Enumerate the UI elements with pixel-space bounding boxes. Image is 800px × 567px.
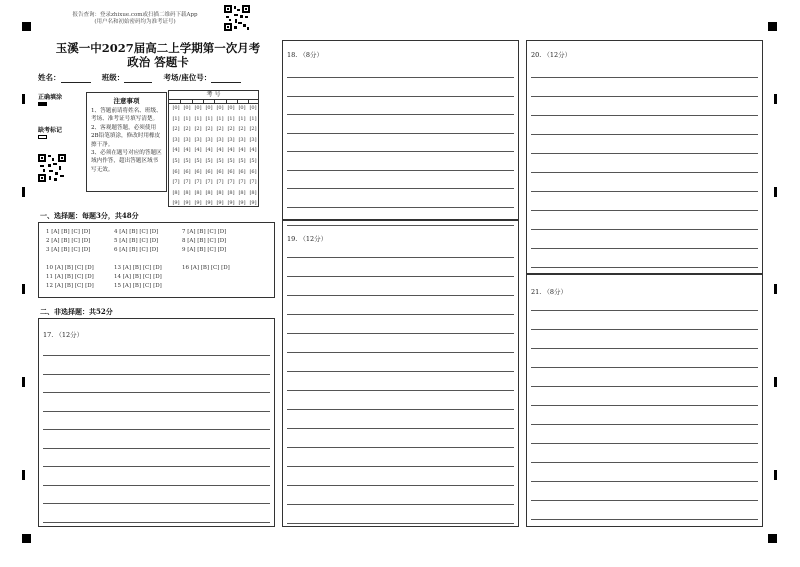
writing-line (531, 77, 758, 78)
exam-number-bubble[interactable]: [1] (216, 115, 224, 122)
corner-mark-br (768, 534, 777, 543)
mcq-question-row[interactable]: 10 [A] [B] [C] [D] (46, 265, 94, 271)
exam-number-bubble[interactable]: [4] (238, 147, 246, 154)
exam-number-bubble[interactable]: [4] (183, 147, 191, 154)
mcq-question-row[interactable]: 2 [A] [B] [C] [D] (46, 238, 91, 244)
exam-number-bubble[interactable]: [7] (183, 179, 191, 186)
exam-number-bubble[interactable]: [5] (238, 157, 246, 164)
question-label-17: 17. （12分） (43, 331, 84, 339)
exam-number-bubble[interactable]: [0] (238, 105, 246, 111)
corner-mark-tl (22, 22, 31, 31)
exam-number-bubble[interactable]: [3] (172, 136, 180, 143)
exam-number-bubble[interactable]: [1] (183, 115, 191, 122)
exam-number-column (215, 103, 225, 209)
exam-number-bubble[interactable]: [5] (227, 157, 235, 164)
timing-mark (774, 187, 777, 197)
exam-number-bubble[interactable]: [1] (249, 115, 257, 122)
writing-line (531, 310, 758, 311)
exam-number-bubble[interactable]: [3] (183, 136, 191, 143)
exam-number-bubble[interactable]: [4] (205, 147, 213, 154)
question-label-21: 21. （8分） (531, 288, 568, 296)
mcq-question-row[interactable]: 5 [A] [B] [C] [D] (114, 238, 159, 244)
exam-number-bubble[interactable]: [7] (194, 179, 202, 186)
writing-line (287, 188, 514, 189)
class-label: 班级： (101, 73, 125, 82)
writing-line (531, 481, 758, 482)
exam-number-bubble[interactable]: [1] (227, 115, 235, 122)
instructions-heading: 注意事项 (113, 97, 140, 105)
writing-line (531, 134, 758, 135)
mcq-question-row[interactable]: 14 [A] [B] [C] [D] (114, 274, 162, 280)
writing-line (287, 276, 514, 277)
room-seat-field[interactable] (211, 73, 241, 83)
writing-line (287, 523, 514, 524)
writing-line (531, 405, 758, 406)
exam-number-bubble[interactable]: [0] (227, 105, 235, 111)
writing-line (43, 448, 270, 449)
exam-number-bubble[interactable]: [2] (249, 126, 257, 133)
question-label-20: 20. （12分） (531, 51, 572, 59)
exam-number-bubble[interactable]: [6] (205, 168, 213, 175)
exam-number-bubble[interactable]: [0] (172, 105, 180, 111)
class-field[interactable] (124, 73, 152, 83)
exam-number-bubble[interactable]: [4] (249, 147, 257, 154)
writing-line (287, 371, 514, 372)
writing-line (287, 151, 514, 152)
exam-number-bubble[interactable]: [1] (205, 115, 213, 122)
writing-line (287, 409, 514, 410)
exam-number-bubble[interactable]: [7] (172, 179, 180, 186)
writing-line (287, 314, 514, 315)
writing-line (287, 295, 514, 296)
exam-number-bubble[interactable]: [5] (249, 157, 257, 164)
exam-number-bubble[interactable]: [7] (205, 179, 213, 186)
writing-line (531, 519, 758, 520)
exam-number-column (193, 103, 203, 209)
instruction-item: 1、答题前请将姓名、班级、考场、准考证号填写清楚。 (91, 108, 162, 123)
exam-subtitle: 政治 答题卡 (127, 55, 189, 69)
writing-line (531, 115, 758, 116)
writing-line (531, 96, 758, 97)
exam-number-column (204, 103, 214, 209)
mcq-question-row[interactable]: 16 [A] [B] [C] [D] (182, 265, 230, 271)
exam-number-bubble[interactable]: [2] (205, 126, 213, 133)
writing-line (43, 411, 270, 412)
exam-number-bubble[interactable]: [5] (205, 157, 213, 164)
writing-line (531, 367, 758, 368)
writing-line (287, 447, 514, 448)
exam-number-bubble[interactable]: [8] (172, 189, 180, 196)
exam-number-bubble[interactable]: [1] (238, 115, 246, 122)
writing-line (531, 267, 758, 268)
writing-line (287, 114, 514, 115)
exam-number-label: 考 号 (169, 91, 258, 100)
exam-number-bubble[interactable]: [0] (183, 105, 191, 111)
exam-number-bubble[interactable]: [3] (249, 136, 257, 143)
exam-number-column (226, 103, 236, 209)
timing-mark (22, 94, 25, 104)
writing-line (43, 503, 270, 504)
exam-number-bubble[interactable]: [4] (216, 147, 224, 154)
exam-number-bubble[interactable]: [6] (216, 168, 224, 175)
mcq-question-row[interactable]: 1 [A] [B] [C] [D] (46, 229, 91, 235)
exam-number-bubble[interactable]: [2] (227, 126, 235, 133)
writing-line (531, 329, 758, 330)
writing-line (43, 429, 270, 430)
mcq-question-row[interactable]: 9 [A] [B] [C] [D] (182, 247, 227, 253)
writing-line (43, 466, 270, 467)
exam-number-bubble[interactable]: [3] (194, 136, 202, 143)
writing-line (43, 522, 270, 523)
writing-line (43, 392, 270, 393)
writing-line (43, 485, 270, 486)
exam-number-bubble[interactable]: [4] (194, 147, 202, 154)
writing-line (287, 96, 514, 97)
writing-line (531, 386, 758, 387)
mcq-question-row[interactable]: 11 [A] [B] [C] [D] (46, 274, 94, 280)
exam-number-bubble[interactable]: [2] (238, 126, 246, 133)
exam-number-grid (168, 90, 259, 207)
exam-number-column (182, 103, 192, 209)
writing-line (531, 248, 758, 249)
exam-number-column (248, 103, 258, 209)
exam-number-bubble[interactable]: [5] (194, 157, 202, 164)
qr-code-top (224, 5, 250, 31)
writing-line (531, 153, 758, 154)
writing-line (531, 500, 758, 501)
timing-mark (774, 377, 777, 387)
writing-line (287, 390, 514, 391)
mcq-question-row[interactable]: 4 [A] [B] [C] [D] (114, 229, 159, 235)
writing-line (287, 352, 514, 353)
name-field[interactable] (61, 73, 91, 83)
exam-number-bubble[interactable]: [8] (227, 189, 235, 196)
exam-number-bubble[interactable]: [9] (216, 200, 224, 207)
writing-line (287, 466, 514, 467)
exam-number-bubble[interactable]: [9] (227, 200, 235, 207)
exam-number-bubble[interactable]: [9] (238, 200, 246, 207)
section2-title: 二、非选择题：共52分 (40, 307, 113, 316)
exam-number-bubble[interactable]: [2] (194, 126, 202, 133)
writing-line (531, 229, 758, 230)
exam-number-bubble[interactable]: [4] (227, 147, 235, 154)
instruction-item: 3、必须在题号对应的答题区域内作答，超出答题区域书写无效。 (91, 150, 162, 173)
exam-number-bubble[interactable]: [9] (194, 200, 202, 207)
writing-line (287, 428, 514, 429)
exam-number-bubble[interactable]: [0] (249, 105, 257, 111)
answer-box-q21[interactable] (526, 274, 763, 527)
mcq-question-row[interactable]: 3 [A] [B] [C] [D] (46, 247, 91, 253)
exam-number-bubble[interactable]: [8] (238, 189, 246, 196)
writing-line (287, 485, 514, 486)
exam-number-bubble[interactable]: [9] (249, 200, 257, 207)
question-label-18: 18. （8分） (287, 51, 324, 59)
room-seat-label: 考场/座位号： (163, 73, 212, 82)
exam-number-bubble[interactable]: [2] (216, 126, 224, 133)
exam-number-bubble[interactable]: [0] (205, 105, 213, 111)
writing-line (531, 191, 758, 192)
question-label-19: 19. （12分） (287, 235, 328, 243)
timing-mark (22, 377, 25, 387)
corner-mark-bl (22, 534, 31, 543)
section1-title: 一、选择题：每题3分，共48分 (40, 211, 139, 220)
writing-line (287, 133, 514, 134)
exam-number-bubble[interactable]: [3] (216, 136, 224, 143)
exam-number-bubble[interactable]: [7] (249, 179, 257, 186)
exam-number-bubble[interactable]: [3] (227, 136, 235, 143)
exam-number-column (237, 103, 247, 209)
mcq-question-row[interactable]: 12 [A] [B] [C] [D] (46, 283, 94, 289)
writing-line (287, 333, 514, 334)
writing-line (531, 424, 758, 425)
missing-exam-label: 缺考标记 (38, 127, 63, 134)
timing-mark (22, 284, 25, 294)
writing-line (531, 348, 758, 349)
exam-number-bubble[interactable]: [7] (238, 179, 246, 186)
exam-number-bubble[interactable]: [0] (216, 105, 224, 111)
writing-line (531, 172, 758, 173)
writing-line (287, 77, 514, 78)
corner-mark-tr (768, 22, 777, 31)
writing-line (531, 462, 758, 463)
exam-number-bubble[interactable]: [9] (205, 200, 213, 207)
writing-line (531, 443, 758, 444)
exam-number-bubble[interactable]: [9] (183, 200, 191, 207)
timing-mark (22, 470, 25, 480)
exam-number-bubble[interactable]: [9] (172, 200, 180, 207)
exam-number-bubble[interactable]: [2] (183, 126, 191, 133)
top-notice-line2: (用户名和初始密码均为准考证号) (94, 19, 176, 25)
mcq-question-row[interactable]: 15 [A] [B] [C] [D] (114, 283, 162, 289)
answer-box-q18[interactable] (282, 40, 519, 220)
student-info-row (38, 72, 241, 83)
writing-line (287, 207, 514, 208)
writing-line (287, 170, 514, 171)
instruction-item: 2、客观题答题，必须使用2B铅笔填涂，修改时用橡皮擦干净。 (91, 124, 161, 148)
exam-number-bubble[interactable]: [8] (249, 189, 257, 196)
writing-line (287, 257, 514, 258)
instructions-list (91, 107, 163, 174)
exam-number-bubble[interactable]: [5] (183, 157, 191, 164)
answer-box-q17[interactable] (38, 318, 275, 527)
timing-mark (774, 94, 777, 104)
exam-number-bubble[interactable]: [6] (172, 168, 180, 175)
exam-number-bubble[interactable]: [6] (227, 168, 235, 175)
exam-number-column (171, 103, 181, 209)
exam-number-bubble[interactable]: [4] (172, 147, 180, 154)
exam-number-bubble[interactable]: [6] (183, 168, 191, 175)
timing-mark (22, 187, 25, 197)
timing-mark (774, 470, 777, 480)
exam-number-bubble[interactable]: [3] (205, 136, 213, 143)
answer-box-q19[interactable] (282, 220, 519, 527)
correct-fill-example (38, 102, 47, 106)
exam-number-bubble[interactable]: [0] (194, 105, 202, 111)
mcq-question-row[interactable]: 7 [A] [B] [C] [D] (182, 229, 227, 235)
exam-number-bubble[interactable]: [7] (227, 179, 235, 186)
exam-number-bubble[interactable]: [6] (238, 168, 246, 175)
exam-number-bubble[interactable]: [7] (216, 179, 224, 186)
mcq-question-row[interactable]: 13 [A] [B] [C] [D] (114, 265, 162, 271)
missing-exam-checkbox[interactable] (38, 135, 47, 139)
exam-number-bubble[interactable]: [8] (194, 189, 202, 196)
mcq-answer-box (38, 222, 275, 298)
exam-number-bubble[interactable]: [8] (183, 189, 191, 196)
exam-number-bubble[interactable]: [8] (205, 189, 213, 196)
exam-number-bubble[interactable]: [5] (172, 157, 180, 164)
exam-number-bubble[interactable]: [2] (172, 126, 180, 133)
writing-line (43, 355, 270, 356)
top-notice-line1: 报告查询：登录zhixue.com或扫描二维码下载App (72, 12, 198, 18)
exam-number-bubble[interactable]: [8] (216, 189, 224, 196)
timing-mark (774, 284, 777, 294)
writing-line (287, 504, 514, 505)
exam-number-bubble[interactable]: [5] (216, 157, 224, 164)
mcq-question-row[interactable]: 6 [A] [B] [C] [D] (114, 247, 159, 253)
mcq-question-row[interactable]: 8 [A] [B] [C] [D] (182, 238, 227, 244)
exam-number-bubble[interactable]: [6] (249, 168, 257, 175)
correct-fill-label: 正确填涂 (38, 94, 63, 101)
exam-number-bubble[interactable]: [6] (194, 168, 202, 175)
qr-code-student (38, 154, 66, 182)
writing-line (531, 210, 758, 211)
top-notice (60, 12, 210, 26)
name-label: 姓名： (38, 73, 61, 82)
answer-box-q20[interactable] (526, 40, 763, 274)
writing-line (43, 374, 270, 375)
exam-number-bubble[interactable]: [1] (172, 115, 180, 122)
exam-number-bubble[interactable]: [3] (238, 136, 246, 143)
exam-number-bubble[interactable]: [1] (194, 115, 202, 122)
exam-title: 玉溪一中2027届高二上学期第一次月考 (55, 41, 261, 55)
